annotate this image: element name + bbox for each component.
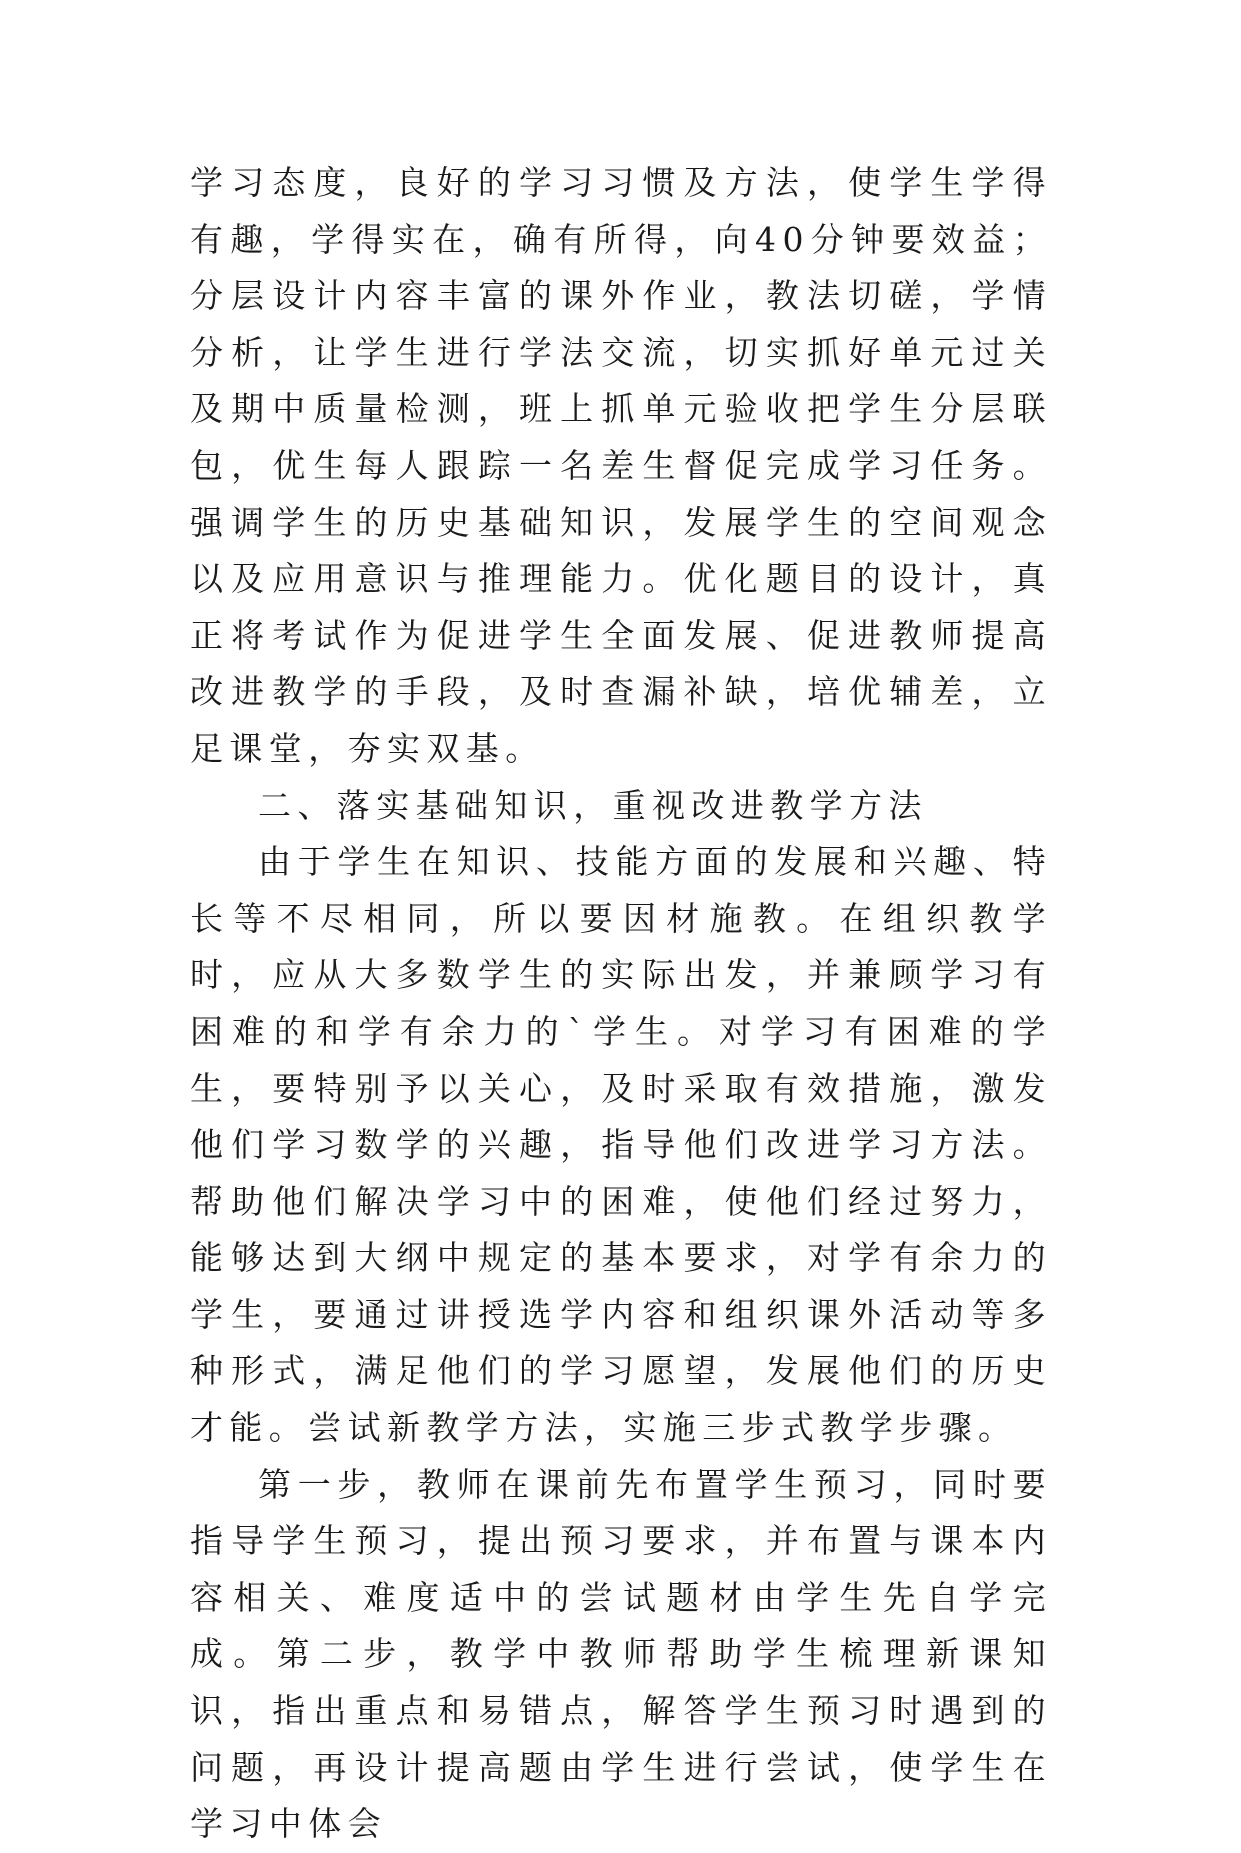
body-paragraph: 第一步，教师在课前先布置学生预习，同时要指导学生预习，提出预习要求，并布置与课本内容相关、难度适中的尝试题材由学生先自学完成。第二步，教学中教师帮助学生梳理新课知识，指出重点和易错点，解答学生预习时遇到的问题，再设计提高题由学生进行尝试，使学生在学习中体会 (190, 1464, 1052, 1844)
section-heading: 二、落实基础知识，重视改进教学方法 (258, 785, 928, 825)
body-paragraph: 学习态度，良好的学习习惯及方法，使学生学得有趣，学得实在，确有所得，向40分钟要效益；分层设计内容丰富的课外作业，教法切磋，学情分析，让学生进行学法交流，切实抓好单元过关及期中质量检测，班上抓单元验收把学生分层联包，优生每人跟踪一名差生督促完成学习任务。强调学生的历史基础知识，发展学生的空间观念以及应用意识与推理能力。优化题目的设计，真正将考试作为促进学生全面发展、促进教师提高改进教学的手段，及时查漏补缺，培优辅差，立足课堂，夯实双基。 (190, 163, 1052, 768)
body-paragraph: 由于学生在知识、技能方面的发展和兴趣、特长等不尽相同，所以要因材施教。在组织教学时，应从大多数学生的实际出发，并兼顾学习有困难的和学有余力的`学生。对学习有困难的学生，要特别予以关心，及时采取有效措施，激发他们学习数学的兴趣，指导他们改进学习方法。帮助他们解决学习中的困难，使他们经过努力，能够达到大纲中规定的基本要求，对学有余力的学生，要通过讲授选学内容和组织课外活动等多种形式，满足他们的学习愿望，发展他们的历史才能。尝试新教学方法，实施三步式教学步骤。 (190, 842, 1052, 1448)
document-page (190, 155, 1052, 1853)
